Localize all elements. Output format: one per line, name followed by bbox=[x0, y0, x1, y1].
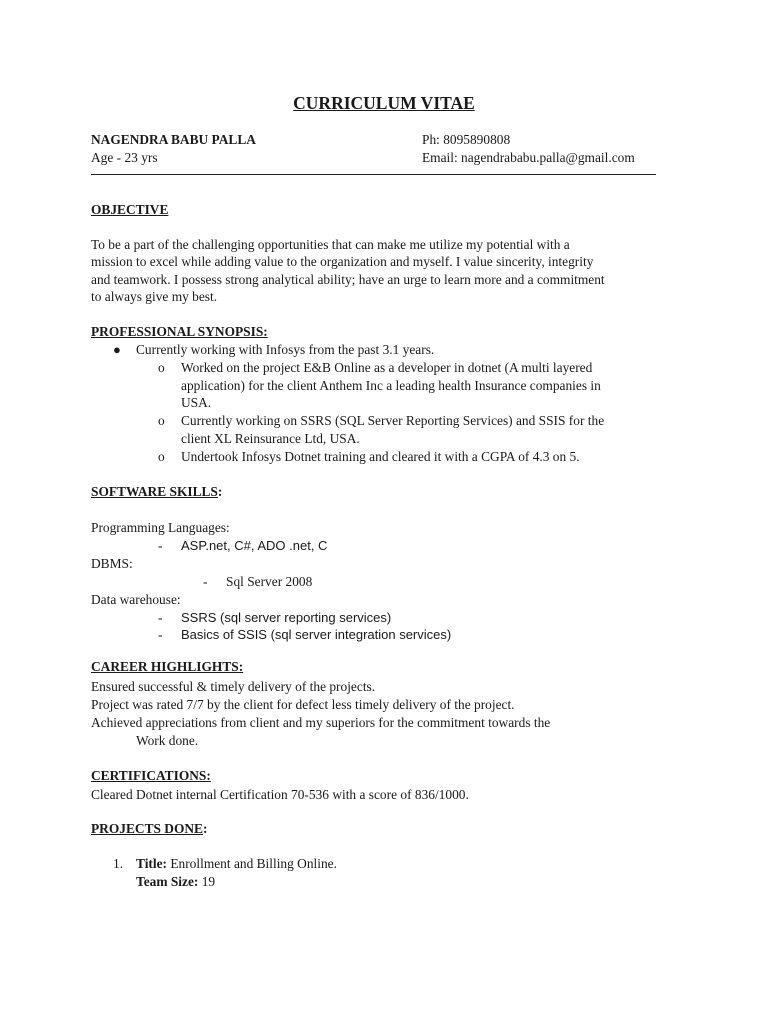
dbms-value: Sql Server 2008 bbox=[226, 574, 313, 589]
document-title: CURRICULUM VITAE bbox=[293, 93, 475, 113]
candidate-phone: Ph: 8095890808 bbox=[422, 132, 511, 147]
synopsis-bullet: Currently working with Infosys from the past 3.1 years. bbox=[136, 342, 435, 357]
synopsis-heading: PROFESSIONAL SYNOPSIS: bbox=[91, 324, 268, 339]
skills-heading bbox=[91, 483, 222, 501]
skills-heading-text: SOFTWARE SKILLS bbox=[91, 484, 218, 499]
synopsis-sub-item-line: client XL Reinsurance Ltd, USA. bbox=[181, 431, 360, 446]
sub-bullet-marker: o bbox=[158, 360, 165, 375]
career-line: Achieved appreciations from client and my superiors for the commitment towards the bbox=[91, 715, 551, 730]
programming-label: Programming Languages: bbox=[91, 520, 230, 535]
project-team-label: Team Size: bbox=[136, 874, 199, 889]
project-team-size bbox=[136, 873, 215, 891]
certifications-heading: CERTIFICATIONS: bbox=[91, 768, 211, 783]
dash-marker: - bbox=[158, 627, 163, 642]
career-heading: CAREER HIGHLIGHTS: bbox=[91, 659, 244, 674]
career-line: Project was rated 7/7 by the client for defect less timely delivery of the project. bbox=[91, 697, 515, 712]
bullet-dot-icon: ● bbox=[113, 342, 121, 357]
sub-bullet-marker: o bbox=[158, 413, 165, 428]
data-warehouse-value: Basics of SSIS (sql server integration services) bbox=[181, 627, 452, 642]
certification-text: Cleared Dotnet internal Certification 70-536 with a score of 836/1000. bbox=[91, 787, 469, 802]
objective-line: mission to excel while adding value to the organization and myself. I value sincerity, integrity bbox=[91, 254, 594, 269]
objective-line: and teamwork. I possess strong analytical ability; have an urge to learn more and a commitment bbox=[91, 272, 605, 287]
synopsis-sub-item-line: USA. bbox=[181, 395, 212, 410]
project-title-value: Enrollment and Billing Online. bbox=[167, 856, 337, 871]
candidate-email: Email: nagendrababu.palla@gmail.com bbox=[422, 150, 635, 165]
synopsis-sub-item-line: Currently working on SSRS (SQL Server Reporting Services) and SSIS for the bbox=[181, 413, 605, 428]
objective-line: to always give my best. bbox=[91, 289, 218, 304]
projects-heading bbox=[91, 820, 207, 838]
synopsis-sub-item-line: Worked on the project E&B Online as a developer in dotnet (A multi layered bbox=[181, 360, 593, 375]
skills-heading-suffix: : bbox=[217, 484, 223, 499]
dash-marker: - bbox=[158, 610, 163, 625]
career-line: Ensured successful & timely delivery of the projects. bbox=[91, 679, 376, 694]
objective-heading: OBJECTIVE bbox=[91, 202, 169, 217]
project-title-label: Title: bbox=[136, 856, 167, 871]
career-line: Work done. bbox=[136, 733, 199, 748]
dash-marker: - bbox=[203, 574, 208, 589]
project-title bbox=[136, 855, 337, 873]
header-divider bbox=[91, 174, 656, 175]
projects-heading-text: PROJECTS DONE bbox=[91, 821, 203, 836]
project-team-value: 19 bbox=[198, 874, 216, 889]
data-warehouse-value: SSRS (sql server reporting services) bbox=[181, 610, 392, 625]
objective-line: To be a part of the challenging opportunities that can make me utilize my potential with a bbox=[91, 237, 570, 252]
dash-marker: - bbox=[158, 538, 163, 553]
sub-bullet-marker: o bbox=[158, 449, 165, 464]
synopsis-sub-item-line: Undertook Infosys Dotnet training and cleared it with a CGPA of 4.3 on 5. bbox=[181, 449, 580, 464]
projects-heading-suffix: : bbox=[202, 821, 208, 836]
candidate-age: Age - 23 yrs bbox=[91, 150, 158, 165]
candidate-name: NAGENDRA BABU PALLA bbox=[91, 132, 256, 147]
dbms-label: DBMS: bbox=[91, 556, 133, 571]
data-warehouse-label: Data warehouse: bbox=[91, 592, 181, 607]
project-number: 1. bbox=[113, 856, 124, 871]
synopsis-sub-item-line: application) for the client Anthem Inc a leading health Insurance companies in bbox=[181, 378, 601, 393]
programming-value: ASP.net, C#, ADO .net, C bbox=[181, 538, 328, 553]
